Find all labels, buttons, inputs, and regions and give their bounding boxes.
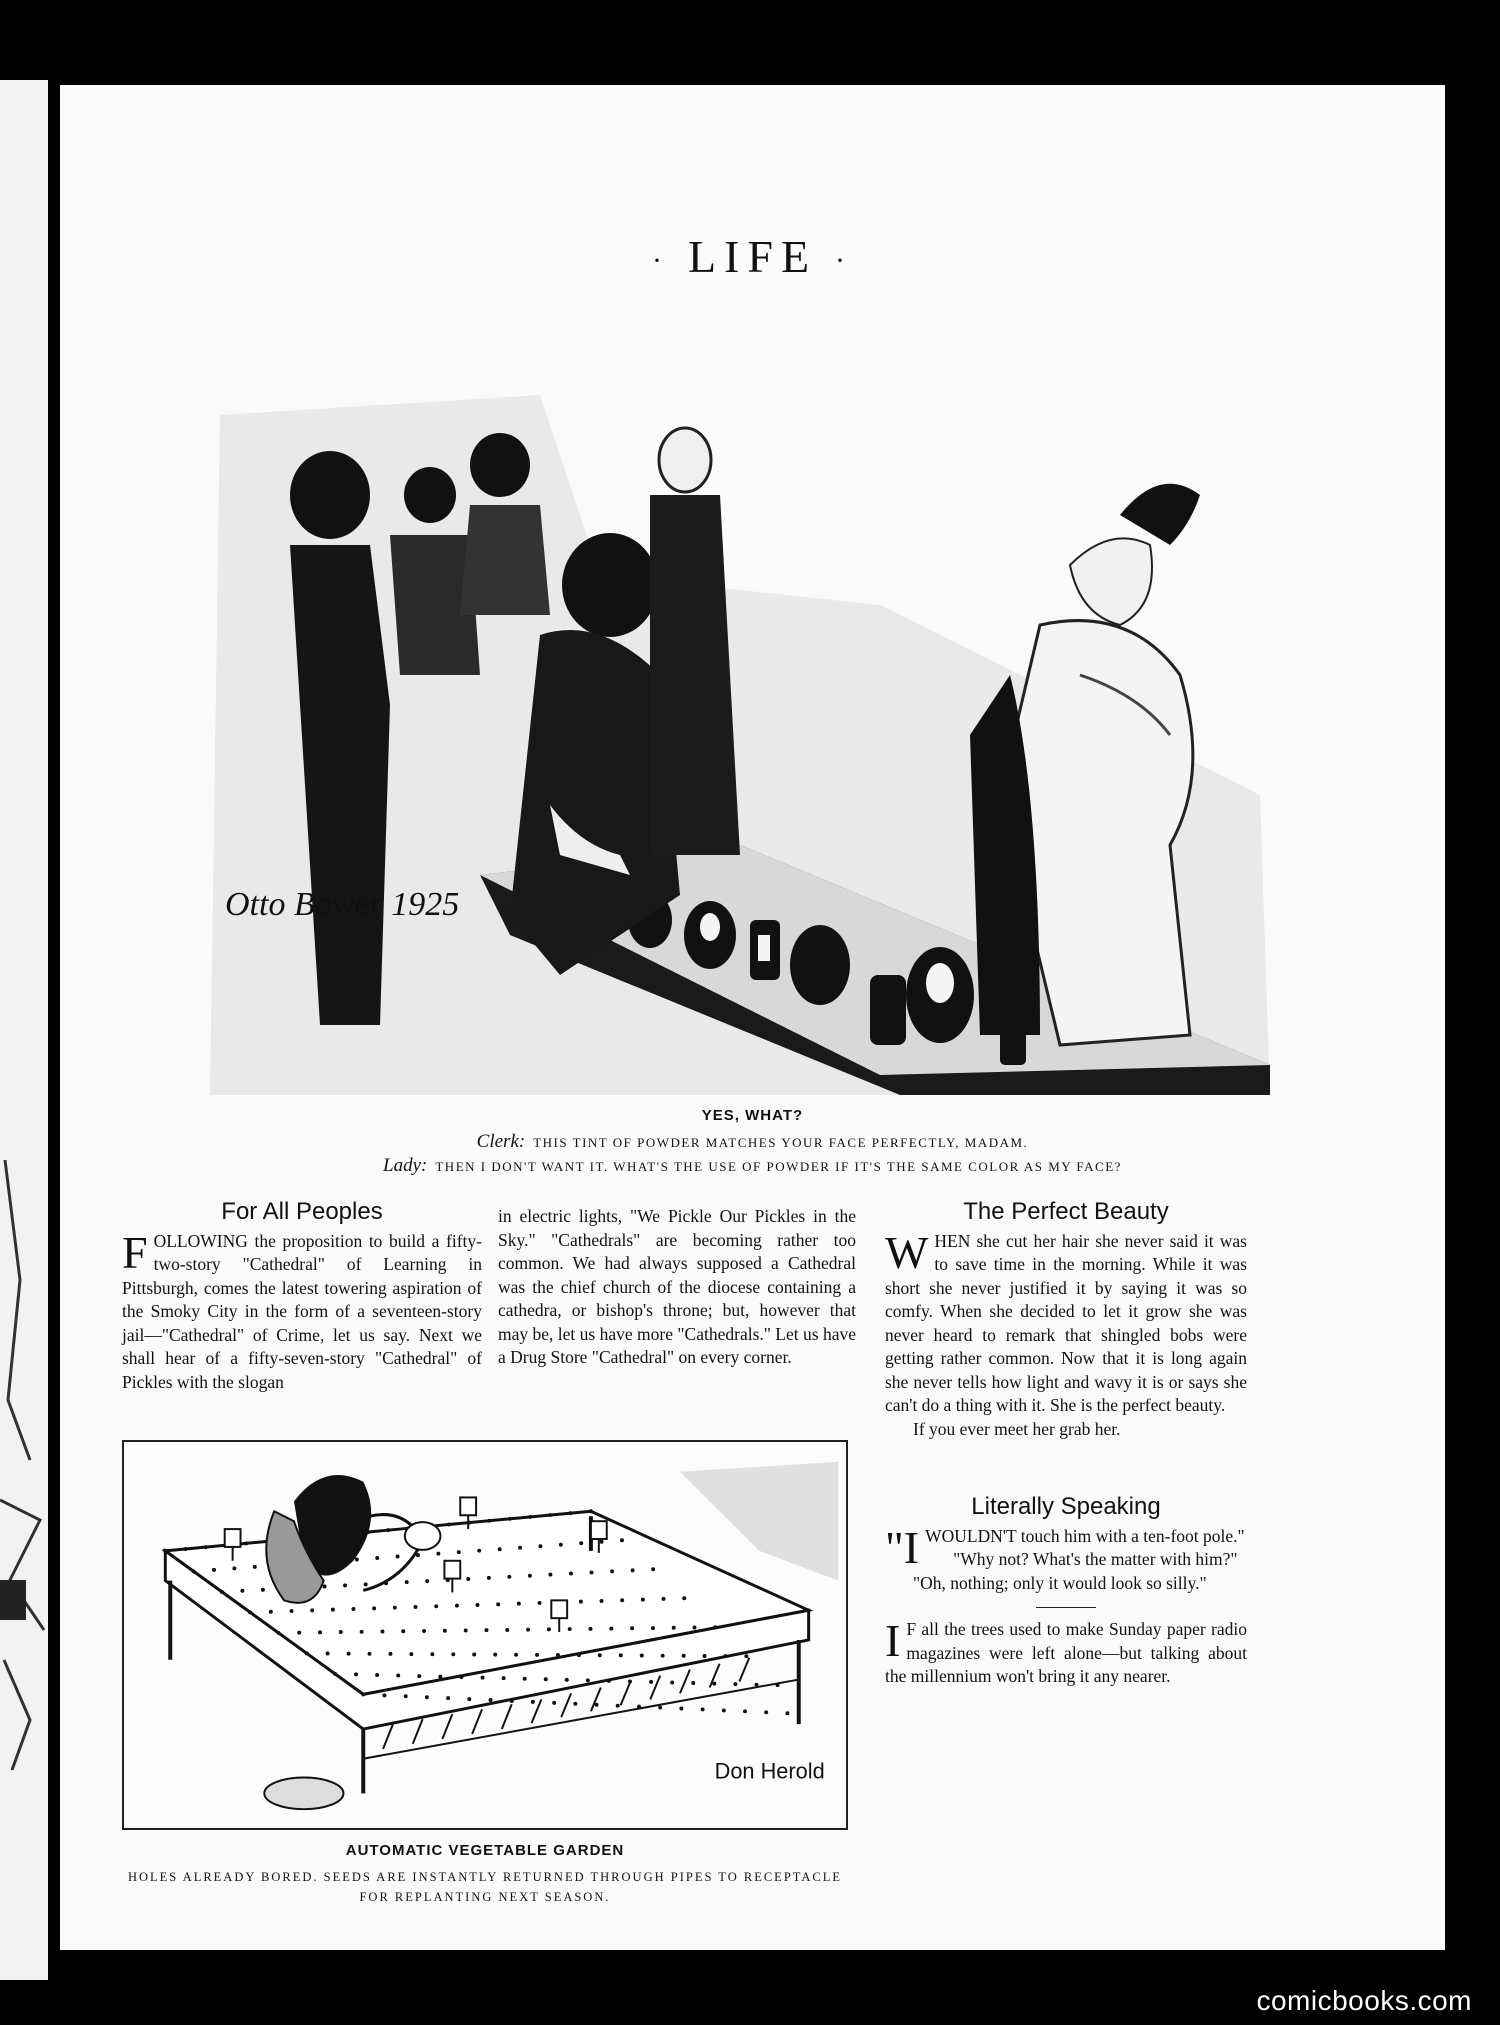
seed-hole — [364, 1582, 368, 1586]
seed-hole — [375, 1556, 379, 1560]
drop-cap: "I — [885, 1521, 920, 1573]
seed-hole — [568, 1627, 572, 1631]
seed-hole — [323, 1585, 327, 1589]
seed-hole — [425, 1695, 429, 1699]
seed-hole — [661, 1654, 665, 1658]
seed-hole — [526, 1628, 530, 1632]
seed-hole — [559, 1543, 563, 1547]
seed-hole — [573, 1702, 577, 1706]
seed-hole — [590, 1570, 594, 1574]
seed-hole — [360, 1630, 364, 1634]
seed-hole — [577, 1653, 581, 1657]
seed-hole — [507, 1575, 511, 1579]
seed-hole — [628, 1679, 632, 1683]
seed-hole — [712, 1682, 716, 1686]
seed-hole — [422, 1629, 426, 1633]
magazine-page — [60, 85, 1445, 1950]
seed-hole — [477, 1549, 481, 1553]
seed-hole — [443, 1629, 447, 1633]
seed-hole — [528, 1515, 532, 1519]
seed-hole — [595, 1703, 599, 1707]
seed-hole — [510, 1699, 514, 1703]
vegetable-garden-cartoon — [122, 1440, 848, 1830]
caption-speaker: Lady: — [383, 1155, 428, 1176]
article-heading: For All Peoples — [221, 1198, 383, 1225]
seed-hole — [552, 1701, 556, 1705]
article-for-all-peoples — [122, 1200, 482, 1394]
seed-hole — [548, 1513, 552, 1517]
article-heading: The Perfect Beauty — [963, 1198, 1169, 1225]
seed-hole — [414, 1605, 418, 1609]
seed-hole — [459, 1675, 463, 1679]
seed-hole — [651, 1567, 655, 1571]
seed-hole — [569, 1511, 573, 1515]
seed-hole — [331, 1608, 335, 1612]
article-for-all-peoples-continued — [498, 1205, 856, 1370]
seed-hole — [368, 1652, 372, 1656]
seed-hole — [434, 1604, 438, 1608]
seed-hole — [393, 1606, 397, 1610]
seed-hole — [244, 1541, 248, 1545]
seed-hole — [253, 1565, 257, 1569]
seed-hole — [502, 1676, 506, 1680]
seed-hole — [569, 1572, 573, 1576]
seed-hole — [248, 1610, 252, 1614]
seed-hole — [389, 1652, 393, 1656]
seed-hole — [528, 1574, 532, 1578]
seed-hole — [232, 1566, 236, 1570]
seed-hole — [565, 1678, 569, 1682]
drop-cap: F — [122, 1226, 148, 1278]
seed-hole — [538, 1544, 542, 1548]
seed-hole — [184, 1547, 188, 1551]
caption-line-lady — [60, 1155, 1445, 1177]
seed-hole — [651, 1626, 655, 1630]
seed-hole — [579, 1541, 583, 1545]
seed-hole — [598, 1653, 602, 1657]
seed-hole — [487, 1576, 491, 1580]
bottom-cartoon-caption: HOLES ALREADY BORED. SEEDS ARE INSTANTLY RETURNED THROUGH PIPES TO RECEPTACLE FOR REPLANTING NEXT SEASON. — [127, 1870, 843, 1904]
seed-hole — [620, 1598, 624, 1602]
seed-hole — [535, 1653, 539, 1657]
seed-hole — [785, 1711, 789, 1715]
article-text: in electric lights, "We Pickle Our Pickles in the Sky." "Cathedrals" are becoming rather too common. We had always supposed a Cathedral was the chief church of the diocese containing a cathedra, or bishop's throne; but, however that may be, let us have more "Cathedrals." Let us have a Drug Store "Cathedral" on every corner. — [498, 1206, 856, 1367]
seed-hole — [589, 1627, 593, 1631]
article-text: OLLOWING the proposition to build a fifty-two-story "Cathedral" of Learning in Pittsburgh, comes the latest towering aspiration of the Smoky City in the form of a seventeen-story jail—"Cathedral" of Crime, let us say. Next we shall hear of a fifty-seven-story "Cathedral" of Pickles with the slogan — [122, 1230, 482, 1392]
seed-hole — [372, 1606, 376, 1610]
seed-hole — [192, 1569, 196, 1573]
seed-hole — [733, 1682, 737, 1686]
seed-hole — [649, 1680, 653, 1684]
bottom-cartoon-title: AUTOMATIC VEGETABLE GARDEN — [345, 1842, 625, 1859]
bottom-cartoon-signature: Don Herold — [714, 1758, 825, 1784]
seed-hole — [743, 1709, 747, 1713]
seed-hole — [401, 1629, 405, 1633]
seed-hole — [355, 1558, 359, 1562]
seed-hole — [475, 1603, 479, 1607]
seed-hole — [396, 1555, 400, 1559]
caption-dialogue: THIS TINT OF POWDER MATCHES YOUR FACE PERFECTLY, MADAM. — [533, 1135, 1029, 1150]
seed-hole — [691, 1681, 695, 1685]
article-literally-speaking — [885, 1495, 1247, 1595]
seed-hole — [722, 1708, 726, 1712]
top-cartoon-signature: Otto Bower 1925 — [225, 886, 460, 923]
seed-hole — [641, 1598, 645, 1602]
seed-hole — [579, 1600, 583, 1604]
article-closing: If you ever meet her grab her. — [913, 1418, 1121, 1439]
article-text: WOULDN'T touch him with a ten-foot pole." — [925, 1525, 1245, 1546]
right-column — [885, 1200, 1247, 1689]
seed-hole — [464, 1628, 468, 1632]
seed-hole — [417, 1674, 421, 1678]
seed-hole — [672, 1626, 676, 1630]
seed-hole — [556, 1653, 560, 1657]
seed-hole — [586, 1678, 590, 1682]
seed-hole — [640, 1654, 644, 1658]
section-divider — [1036, 1607, 1096, 1608]
seed-hole — [755, 1683, 759, 1687]
seed-hole — [276, 1631, 280, 1635]
seed-hole — [269, 1610, 273, 1614]
seed-hole — [498, 1547, 502, 1551]
seed-hole — [505, 1628, 509, 1632]
seed-hole — [713, 1625, 717, 1629]
seed-hole — [204, 1545, 208, 1549]
article-body — [885, 1615, 1247, 1689]
seed-hole — [630, 1626, 634, 1630]
article-perfect-beauty — [885, 1200, 1247, 1441]
seed-hole — [305, 1651, 309, 1655]
seed-hole — [488, 1519, 492, 1523]
seed-hole — [776, 1683, 780, 1687]
seed-hole — [386, 1528, 390, 1532]
seed-hole — [637, 1705, 641, 1709]
seed-hole — [523, 1677, 527, 1681]
seed-hole — [430, 1652, 434, 1656]
seed-hole — [347, 1652, 351, 1656]
seed-hole — [297, 1631, 301, 1635]
seed-hole — [382, 1693, 386, 1697]
seed-hole — [339, 1630, 343, 1634]
masthead-dot-left: · — [651, 244, 670, 278]
seed-hole — [380, 1630, 384, 1634]
caption-line-clerk — [60, 1131, 1445, 1153]
article-trees — [885, 1615, 1247, 1689]
seed-hole — [467, 1697, 471, 1701]
seed-hole — [496, 1602, 500, 1606]
seed-hole — [517, 1602, 521, 1606]
seed-hole — [610, 1569, 614, 1573]
seed-hole — [466, 1577, 470, 1581]
seed-hole — [436, 1552, 440, 1556]
seed-hole — [472, 1653, 476, 1657]
seed-hole — [455, 1604, 459, 1608]
seed-hole — [446, 1696, 450, 1700]
seed-hole — [693, 1625, 697, 1629]
masthead-dot-right: · — [835, 244, 854, 278]
seed-hole — [589, 1509, 593, 1513]
seed-hole — [514, 1653, 518, 1657]
seed-hole — [333, 1672, 337, 1676]
seed-hole — [662, 1597, 666, 1601]
article-body — [885, 1226, 1247, 1418]
article-heading: Literally Speaking — [971, 1493, 1161, 1520]
seed-hole — [744, 1654, 748, 1658]
seed-hole — [326, 1652, 330, 1656]
seed-hole — [670, 1681, 674, 1685]
seed-hole — [547, 1627, 551, 1631]
seed-hole — [616, 1704, 620, 1708]
article-text: "Oh, nothing; only it would look so silly." — [913, 1572, 1207, 1593]
seed-hole — [318, 1630, 322, 1634]
article-text: "Why not? What's the matter with him?" — [953, 1549, 1238, 1569]
seed-hole — [531, 1700, 535, 1704]
seed-hole — [609, 1627, 613, 1631]
seed-hole — [679, 1707, 683, 1711]
seed-hole — [240, 1589, 244, 1593]
seed-hole — [481, 1676, 485, 1680]
seed-hole — [658, 1706, 662, 1710]
article-text: HEN she cut her hair she never said it was to save time in the morning. While it was short she never justified it by saying it was so comfy. When she decided to let it grow she was never heard to remark that shingled bobs were getting rather common. Now that it is long again she never tells how light and wavy it is or says she can't do a thing with it. She is the perfect beauty. — [885, 1230, 1247, 1415]
seed-hole — [631, 1568, 635, 1572]
seed-hole — [361, 1692, 365, 1696]
seed-hole — [290, 1609, 294, 1613]
seed-hole — [682, 1654, 686, 1658]
seed-hole — [701, 1707, 705, 1711]
seed-hole — [351, 1607, 355, 1611]
caption-dialogue: THEN I DON'T WANT IT. WHAT'S THE USE OF POWDER IF IT'S THE SAME COLOR AS MY FACE? — [435, 1159, 1122, 1174]
article-body — [122, 1226, 482, 1395]
seed-hole — [619, 1653, 623, 1657]
drop-cap: I — [885, 1615, 901, 1666]
site-watermark: comicbooks.com — [1256, 1985, 1472, 2016]
seed-hole — [508, 1517, 512, 1521]
drop-cap: W — [885, 1226, 929, 1278]
seed-hole — [682, 1596, 686, 1600]
seed-hole — [607, 1679, 611, 1683]
perfume-counter-illustration — [180, 375, 1280, 1095]
adjacent-page-edge — [0, 80, 48, 1980]
masthead — [60, 230, 1445, 283]
seed-hole — [425, 1579, 429, 1583]
seed-hole — [404, 1694, 408, 1698]
article-text: F all the trees used to make Sunday paper radio magazines were left alone—but talking about the millennium won't bring it any nearer. — [885, 1619, 1247, 1686]
seed-hole — [396, 1674, 400, 1678]
seed-hole — [457, 1550, 461, 1554]
seed-hole — [703, 1654, 707, 1658]
seed-hole — [764, 1710, 768, 1714]
top-cartoon-caption-title: YES, WHAT? — [701, 1107, 804, 1124]
seed-hole — [538, 1601, 542, 1605]
seed-hole — [343, 1583, 347, 1587]
seed-hole — [438, 1675, 442, 1679]
masthead-title: LIFE — [687, 231, 818, 282]
seed-hole — [485, 1628, 489, 1632]
seed-hole — [724, 1654, 728, 1658]
seed-hole — [518, 1546, 522, 1550]
seed-hole — [600, 1599, 604, 1603]
caption-speaker: Clerk: — [476, 1131, 526, 1152]
seed-hole — [409, 1652, 413, 1656]
seed-hole — [163, 1549, 167, 1553]
seed-hole — [375, 1673, 379, 1677]
seed-hole — [354, 1672, 358, 1676]
seed-hole — [548, 1573, 552, 1577]
seed-hole — [261, 1588, 265, 1592]
seed-hole — [212, 1568, 216, 1572]
vegetable-garden-drawing — [124, 1442, 846, 1828]
seed-hole — [310, 1608, 314, 1612]
adjacent-page-sketch — [0, 1160, 48, 1780]
seed-hole — [620, 1538, 624, 1542]
seed-hole — [493, 1653, 497, 1657]
seed-hole — [544, 1677, 548, 1681]
seed-hole — [489, 1698, 493, 1702]
seed-hole — [451, 1652, 455, 1656]
seed-hole — [600, 1540, 604, 1544]
seed-hole — [405, 1580, 409, 1584]
seed-hole — [447, 1522, 451, 1526]
seed-hole — [220, 1590, 224, 1594]
